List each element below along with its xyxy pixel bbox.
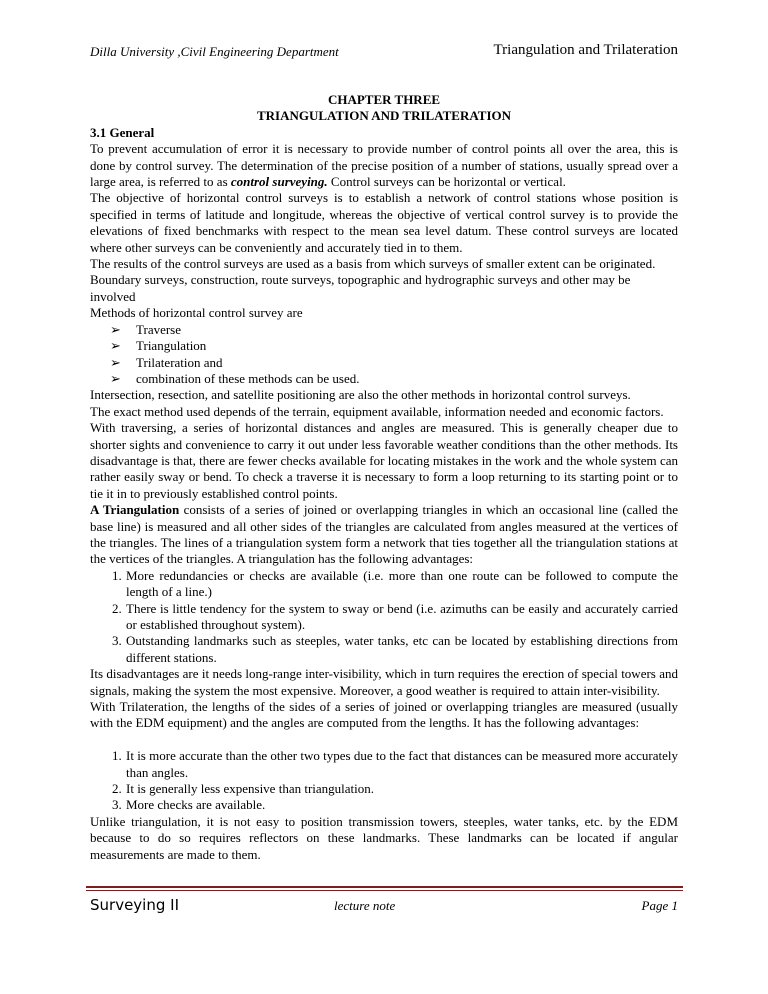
list-item-text: More checks are available. — [126, 797, 266, 813]
list-item-text: combination of these methods can be used. — [136, 370, 360, 386]
emphasis-control-surveying: control surveying. — [230, 174, 328, 190]
list-item — [90, 568, 678, 601]
paragraph-exact-method: The exact method used depends of the terrain, equipment available, information needed and economic factors. — [90, 403, 664, 419]
paragraph-triangulation-text: consists of a series of joined or overlapping triangles in which an occasional line (called the base line) is measured and all other sides of the triangles are calculated from angles measured at the vertices of the triangles. The lines of a triangulation system form a network that ties together all the triangulation stations at the vertices of the triangles. A triangulation has the following advantages: — [90, 502, 678, 567]
section-heading: 3.1 General — [90, 124, 155, 140]
arrow-bullet-icon: ➢ — [110, 354, 121, 370]
paragraph-triangulation — [90, 502, 678, 568]
list-item-text: It is more accurate than the other two types due to the fact that distances can be measured more accurately than angles. — [126, 748, 678, 780]
paragraph-intro-text: To prevent accumulation of error it is necessary to provide number of control points all over the area, this is done by control survey. The determination of the precise position of a number of stations, usually spread over a large area, is referred to as — [90, 141, 678, 190]
page-body — [90, 92, 678, 863]
header-institution: Dilla University ,Civil Engineering Department — [90, 44, 339, 59]
paragraph-traversing: With traversing, a series of horizontal distances and angles are measured. This is generally cheaper due to shorter sights and convenience to carry it out under less favorable weather conditions than the other methods. Its disadvantage is that, there are fewer checks available for locating mistakes in the work and the whole system can rather easily sway or bend. To check a traverse it is necessary to form a loop returning to its starting point or to tie it in to previously established control points. — [90, 420, 678, 501]
list-item — [90, 781, 678, 797]
list-item-text: There is little tendency for the system to sway or bend (i.e. azimuths can be easily and accurately carried or established throughout system). — [126, 600, 678, 632]
list-number: 2. — [112, 600, 122, 616]
paragraph-objective: The objective of horizontal control surveys is to establish a network of control stations whose position is specified in terms of latitude and longitude, whereas the objective of vertical control survey is to provide the elevations of fixed benchmarks with respect to the mean sea level datum. These control surveys are located where other surveys can be conveniently and accurately tied in to them. — [90, 190, 678, 255]
list-item-text: More redundancies or checks are available (i.e. more than one route can be followed to compute the length of a line.) — [126, 567, 678, 600]
list-item-text: Triangulation — [136, 338, 207, 354]
arrow-bullet-icon: ➢ — [110, 370, 121, 386]
list-item — [90, 633, 678, 666]
list-number: 1. — [112, 567, 122, 583]
footer-course: Surveying II — [90, 896, 179, 914]
paragraph-disadvantages: Its disadvantages are it needs long-range inter-visibility, which in turn requires the erection of special towers and signals, making the system the most expensive. Moreover, a good weather is required to attain inter-visibility. — [90, 666, 678, 698]
footer-rule-thin — [86, 890, 683, 891]
blank-line — [90, 732, 678, 748]
list-number: 2. — [112, 781, 122, 797]
list-item — [90, 748, 678, 781]
footer-doc-type: lecture note — [334, 898, 396, 913]
list-item — [90, 371, 678, 387]
page-header — [90, 44, 678, 64]
list-item-text: Outstanding landmarks such as steeples, water tanks, etc can be located by establishing directions from different stations. — [126, 633, 678, 665]
footer-rule-thick — [86, 886, 683, 888]
paragraph-methods-intro: Methods of horizontal control survey are — [90, 305, 303, 321]
list-item-text: Traverse — [136, 321, 182, 337]
page-footer — [90, 896, 678, 916]
paragraph-intro-tail: Control surveys can be horizontal or vertical. — [327, 174, 566, 190]
term-triangulation: A Triangulation — [90, 502, 180, 518]
list-item — [90, 322, 678, 338]
triangulation-advantages-list — [90, 568, 678, 666]
list-item — [90, 797, 678, 813]
list-item — [90, 355, 678, 371]
arrow-bullet-icon: ➢ — [110, 321, 121, 337]
paragraph-results: The results of the control surveys are used as a basis from which surveys of smaller extent can be originated. Boundary surveys, construction, route surveys, topographic and hydrographic surveys and other may be involved — [90, 256, 656, 304]
paragraph-intro — [90, 141, 678, 190]
paragraph-trilateration: With Trilateration, the lengths of the sides of a series of joined or overlapping triangles are measured (usually with the EDM equipment) and the angles are computed from the lengths. It has the following advantages: — [90, 699, 678, 731]
chapter-title: TRIANGULATION AND TRILATERATION — [256, 108, 512, 124]
list-item-text: It is generally less expensive than triangulation. — [126, 781, 375, 797]
list-item — [90, 338, 678, 354]
paragraph-other-methods: Intersection, resection, and satellite positioning are also the other methods in horizontal control surveys. — [90, 387, 631, 403]
methods-list — [90, 322, 678, 388]
arrow-bullet-icon: ➢ — [110, 338, 121, 354]
page-number: Page 1 — [641, 898, 678, 913]
list-number: 3. — [112, 797, 122, 813]
list-item-text: Trilateration and — [136, 354, 223, 370]
paragraph-unlike-triangulation: Unlike triangulation, it is not easy to position transmission towers, steeples, water tanks, etc. by the EDM because to do so requires reflectors on these landmarks. These landmarks can be located if angular measurements are made to them. — [90, 813, 678, 862]
trilateration-advantages-list — [90, 748, 678, 814]
header-topic: Triangulation and Trilateration — [493, 42, 678, 58]
chapter-number: CHAPTER THREE — [327, 92, 441, 107]
list-number: 3. — [112, 633, 122, 649]
list-number: 1. — [112, 748, 122, 764]
list-item — [90, 601, 678, 634]
